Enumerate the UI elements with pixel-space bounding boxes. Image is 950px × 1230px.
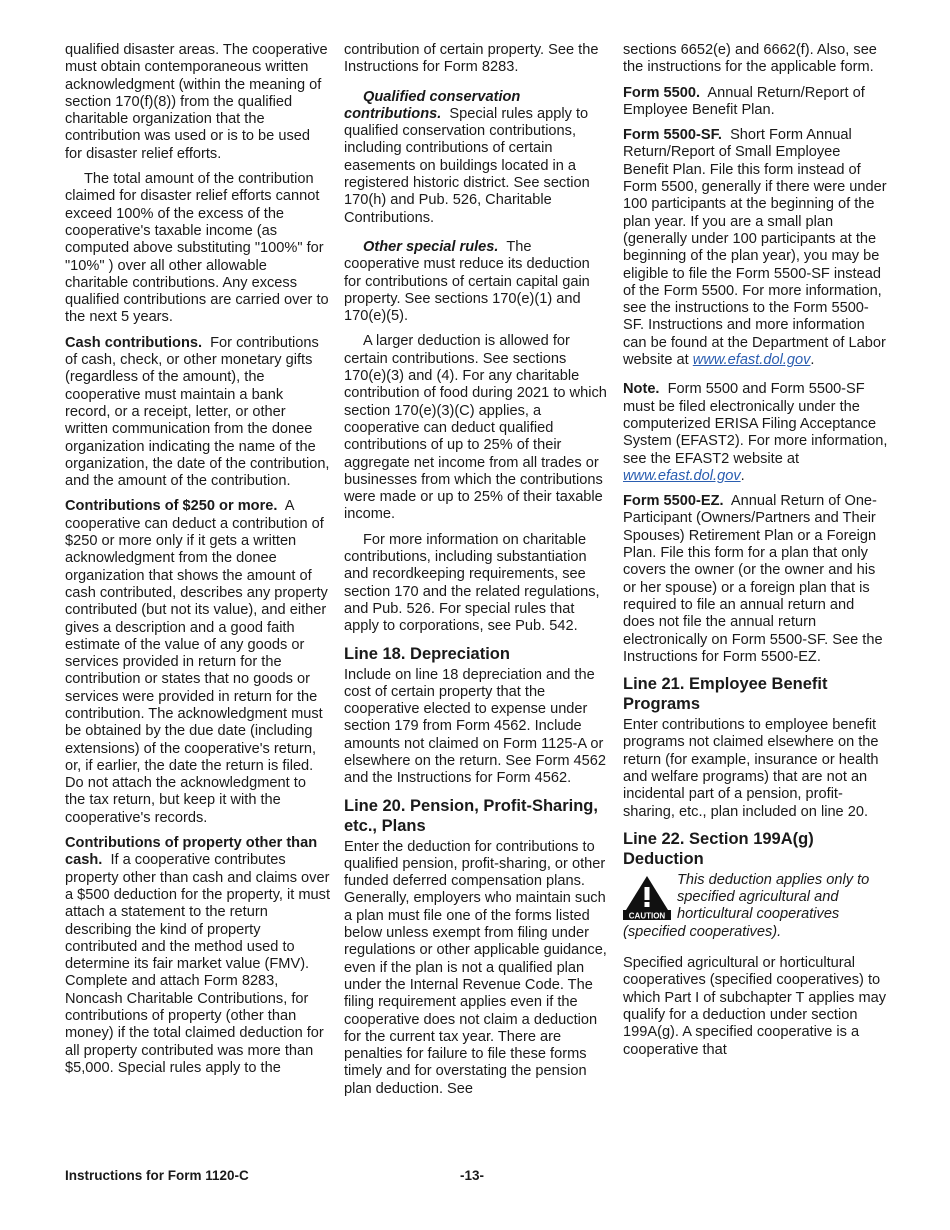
run-in-heading: Form 5500-SF. xyxy=(623,127,722,144)
paragraph: Include on line 18 depreciation and the cost of certain property that the cooperative elected to expense under section 179 from Form 4562. Include amounts not claimed on Form 1125-A or elsewhere on the return. See Form 4562 and the Instructions for Form 4562. xyxy=(344,666,607,787)
paragraph-text: Short Form Annual Return/Report of Small Employee Benefit Plan. File this form instead of Form 5500, generally if there were under 100 participants at the beginning of the plan year. If you are a small plan (generally under 100 participants at the beginning of the plan year), you may be eligible to file the Form 5500-SF instead of the Form 5500. For more information, see the instructions to the Form 5500-SF. Instructions and more information can be found at the Department of Labor website at xyxy=(623,127,887,369)
column-3 xyxy=(623,42,888,1067)
paragraph-form-5500-sf: Form 5500-SF. Short Form Annual Return/Report of Small Employee Benefit Plan. File this form instead of Form 5500, generally if there were under 100 participants at the beginning of the plan year. If you are a small plan (generally under 100 participants at the beginning of the plan year), you may be eligible to file the Form 5500-SF instead of the Form 5500. For more information, see the instructions to the Form 5500-SF. Instructions and more information can be found at the Department of Labor website at www.efast.dol.gov. xyxy=(623,127,887,369)
paragraph-property-contributions xyxy=(65,835,330,1077)
paragraph: A larger deduction is allowed for certain contributions. See sections 170(e)(3) and (4). For any charitable contribution of food during 2021 to which section 170(e)(3)(C) applies, a cooperative can deduct qualified contributions of up to 25% of their aggregate net income from all trades or businesses from which the contributions were made or up to 25% of their taxable income. xyxy=(344,333,607,523)
paragraph-text: Annual Return of One-Participant (Owners/Partners and Their Spouses) Retirement Plan or a Foreign Plan. File this form for a plan that only covers the owner (or the owner and his or her spouse) or a foreign plan that is required to file an annual return and does not file the annual return electronically on Form 5500-SF. See the Instructions for Form 5500-EZ. xyxy=(623,493,883,665)
paragraph-text: If a cooperative contributes property other than cash and claims over a $500 deduction for the property, it must attach a statement to the return describing the kind of property contributed and the method used to determine its fair market value (FMV). Complete and attach Form 8283, Noncash Charitable Contributions, for contributions of property (other than money) if the total claimed deduction for all property contributed was more than $5,000. Special rules apply to the xyxy=(65,852,331,1076)
run-in-heading: Note. xyxy=(623,381,660,398)
paragraph-note: Note. Form 5500 and Form 5500-SF must be filed electronically under the computerized ERISA Filing Acceptance System (EFAST2). For more information, see the EFAST2 website at www.efast.dol.gov. xyxy=(623,381,888,484)
paragraph-text: The cooperative must reduce its deduction for contributions of certain capital gain property. See sections 170(e)(1) and 170(e)(5). xyxy=(344,238,590,325)
paragraph-other-special-rules xyxy=(344,239,609,325)
footer-page-number: -13- xyxy=(460,1168,485,1183)
section-heading-line-21: Line 21. Employee Benefit Programs xyxy=(623,675,828,714)
section-heading-line-22: Line 22. Section 199A(g) Deduction xyxy=(623,829,814,868)
paragraph: Specified agricultural or horticultural cooperatives (specified cooperatives) to which Part I of subchapter T applies may qualify for a deduction under section 199A(g). A specified cooperative is a cooperative that xyxy=(623,955,887,1058)
run-in-heading: Cash contributions. xyxy=(65,334,203,351)
caution-note xyxy=(623,872,888,941)
paragraph: sections 6652(e) and 6662(f). Also, see the instructions for the applicable form. xyxy=(623,42,877,76)
paragraph-form-5500-ez xyxy=(623,493,888,666)
caution-text: This deduction applies only to specified agricultural and horticultural cooperatives xyxy=(677,871,870,923)
paragraph-text: For contributions of cash, check, or other monetary gifts (regardless of the amount), the cooperative must maintain a bank record, or a receipt, letter, or other written communication from the donee organization indicating the name of the organization, the date of the contribution, and the amount of the contribution. xyxy=(65,334,330,490)
caution-icon xyxy=(623,874,671,920)
column-2 xyxy=(344,42,609,1106)
run-in-heading: Other special rules. xyxy=(363,238,499,255)
run-in-heading: Contributions of property other than cash. xyxy=(65,835,318,869)
paragraph-text: Annual Return/Report of Employee Benefit Plan. xyxy=(623,84,865,118)
paragraph: qualified disaster areas. The cooperative must obtain contemporaneous written acknowledgment (within the meaning of section 170(f)(8)) from the qualified charitable organization that the contribution was used or is to be used for disaster relief efforts. xyxy=(65,42,328,162)
column-1 xyxy=(65,42,330,1085)
paragraph-qualified-conservation xyxy=(344,89,609,227)
caution-text-tail: (specified cooperatives). xyxy=(623,923,782,940)
paragraph-text: A cooperative can deduct a contribution of $250 or more only if it gets a written acknowledgment from the donee organization that shows the amount of cash contributed, describes any property contributed (but not its value), and either gives a description and a good faith estimate of the value of any goods or services provided in return for the contribution or states that no goods or services were provided in return for the contribution. The acknowledgment must be obtained by the due date (including extensions) of the cooperative's return, or, if earlier, the date the return is filed. Do not attach the acknowledgment to the tax return, but keep it with the cooperative's records. xyxy=(65,498,328,826)
paragraph: The total amount of the contribution claimed for disaster relief efforts cannot exceed 100% of the excess of the cooperative's taxable income (as computed above substituting "100%" for "10%" ) over all other allowable charitable contributions. Any excess qualified contributions are carried over to the next 5 years. xyxy=(65,171,329,326)
paragraph: Enter contributions to employee benefit programs not claimed elsewhere on the return (for example, insurance or health and welfare programs) that are not an incidental part of a pension, profit-sharing, etc., plan included on line 20. xyxy=(623,717,879,820)
run-in-heading: Form 5500. xyxy=(623,84,701,101)
footer-form-name: Instructions for Form 1120-C xyxy=(65,1168,249,1183)
caution-icon-label: CAUTION xyxy=(628,911,666,920)
run-in-heading: Contributions of $250 or more. xyxy=(65,498,278,515)
run-in-heading: Form 5500-EZ. xyxy=(623,493,724,510)
paragraph: contribution of certain property. See the Instructions for Form 8283. xyxy=(344,42,599,76)
efast-link[interactable]: www.efast.dol.gov xyxy=(692,352,811,369)
efast2-link[interactable]: www.efast.dol.gov xyxy=(623,467,741,484)
paragraph: Enter the deduction for contributions to qualified pension, profit-sharing, or other funded deferred compensation plans. Generally, employers who maintain such a plan must file one of the forms listed below unless exempt from filing under regulations or other applicable guidance, even if the plan is not a qualified plan under the Internal Revenue Code. The filing requirement applies even if the cooperative does not claim a deduction for the current tax year. There are penalties for failure to file these forms timely and for overstating the pension plan deduction. See xyxy=(344,838,607,1097)
section-heading-line-18: Line 18. Depreciation xyxy=(344,644,510,663)
paragraph: For more information on charitable contributions, including substantiation and recordkeeping requirements, see section 170 and the related regulations, and Pub. 526. For special rules that apply to corporations, see Pub. 542. xyxy=(344,531,600,635)
paragraph-form-5500 xyxy=(623,85,888,120)
paragraph-cash-contributions xyxy=(65,335,330,491)
paragraph-contributions-250 xyxy=(65,498,330,827)
paragraph-text: Form 5500 and Form 5500-SF must be filed electronically under the computerized ERISA Filing Acceptance System (EFAST2). For more information, see the EFAST2 website at xyxy=(623,381,888,467)
section-heading-line-20: Line 20. Pension, Profit-Sharing, etc., Plans xyxy=(344,796,598,835)
paragraph-text: Special rules apply to qualified conservation contributions, including contributions of certain easements on buildings located in a registered historic district. See section 170(h) and Pub. 526, Charitable Contributions. xyxy=(344,105,590,226)
run-in-heading: Qualified conservation contributions. xyxy=(344,88,521,122)
